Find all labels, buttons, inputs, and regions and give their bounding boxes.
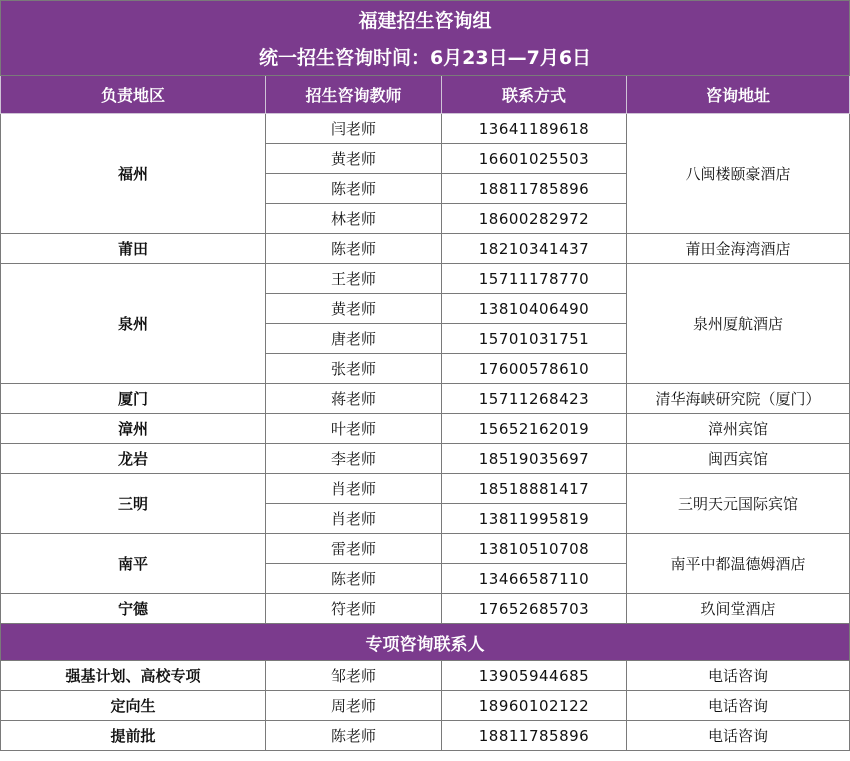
phone-cell: 13641189618 <box>442 114 627 144</box>
phone-cell: 18518881417 <box>442 474 627 504</box>
teacher-cell: 肖老师 <box>266 474 442 504</box>
region-cell: 南平 <box>1 534 266 594</box>
phone-cell: 18811785896 <box>442 721 627 751</box>
teacher-cell: 林老师 <box>266 204 442 234</box>
table-row <box>1 534 850 564</box>
phone-cell: 18960102122 <box>442 691 627 721</box>
header-region: 负责地区 <box>1 76 266 114</box>
phone-cell: 16601025503 <box>442 144 627 174</box>
teacher-cell: 陈老师 <box>266 234 442 264</box>
teacher-cell: 蒋老师 <box>266 384 442 414</box>
special-row <box>1 721 850 751</box>
table-row <box>1 264 850 294</box>
address-cell: 莆田金海湾酒店 <box>627 234 850 264</box>
table-row <box>1 444 850 474</box>
phone-cell: 15701031751 <box>442 324 627 354</box>
special-row <box>1 691 850 721</box>
phone-cell: 15711268423 <box>442 384 627 414</box>
region-cell: 漳州 <box>1 414 266 444</box>
header-contact: 联系方式 <box>442 76 627 114</box>
phone-cell: 18811785896 <box>442 174 627 204</box>
table-row <box>1 414 850 444</box>
region-cell: 莆田 <box>1 234 266 264</box>
phone-cell: 17600578610 <box>442 354 627 384</box>
teacher-cell: 雷老师 <box>266 534 442 564</box>
address-cell: 三明天元国际宾馆 <box>627 474 850 534</box>
table-subtitle: 统一招生咨询时间：6月23日—7月6日 <box>1 37 850 76</box>
teacher-cell: 肖老师 <box>266 504 442 534</box>
table-row <box>1 114 850 144</box>
special-category-cell: 强基计划、高校专项 <box>1 661 266 691</box>
teacher-cell: 唐老师 <box>266 324 442 354</box>
phone-cell: 17652685703 <box>442 594 627 624</box>
title-row <box>1 1 850 38</box>
address-cell: 南平中都温德姆酒店 <box>627 534 850 594</box>
subtitle-row <box>1 37 850 76</box>
phone-cell: 13466587110 <box>442 564 627 594</box>
phone-cell: 15652162019 <box>442 414 627 444</box>
region-cell: 福州 <box>1 114 266 234</box>
special-section-title: 专项咨询联系人 <box>1 624 850 661</box>
special-category-cell: 提前批 <box>1 721 266 751</box>
table-title: 福建招生咨询组 <box>1 1 850 38</box>
phone-cell: 13810510708 <box>442 534 627 564</box>
teacher-cell: 黄老师 <box>266 294 442 324</box>
address-cell: 闽西宾馆 <box>627 444 850 474</box>
address-cell: 电话咨询 <box>627 691 850 721</box>
table-row <box>1 234 850 264</box>
address-cell: 清华海峡研究院（厦门） <box>627 384 850 414</box>
teacher-cell: 陈老师 <box>266 174 442 204</box>
region-cell: 厦门 <box>1 384 266 414</box>
teacher-cell: 李老师 <box>266 444 442 474</box>
teacher-cell: 周老师 <box>266 691 442 721</box>
table-row <box>1 474 850 504</box>
teacher-cell: 黄老师 <box>266 144 442 174</box>
phone-cell: 15711178770 <box>442 264 627 294</box>
address-cell: 玖间堂酒店 <box>627 594 850 624</box>
phone-cell: 18519035697 <box>442 444 627 474</box>
phone-cell: 13810406490 <box>442 294 627 324</box>
header-teacher: 招生咨询教师 <box>266 76 442 114</box>
header-row <box>1 76 850 114</box>
phone-cell: 13905944685 <box>442 661 627 691</box>
teacher-cell: 符老师 <box>266 594 442 624</box>
special-row <box>1 661 850 691</box>
header-address: 咨询地址 <box>627 76 850 114</box>
special-category-cell: 定向生 <box>1 691 266 721</box>
teacher-cell: 陈老师 <box>266 721 442 751</box>
region-cell: 泉州 <box>1 264 266 384</box>
teacher-cell: 陈老师 <box>266 564 442 594</box>
table-row <box>1 384 850 414</box>
teacher-cell: 闫老师 <box>266 114 442 144</box>
phone-cell: 18210341437 <box>442 234 627 264</box>
phone-cell: 18600282972 <box>442 204 627 234</box>
region-cell: 三明 <box>1 474 266 534</box>
region-cell: 宁德 <box>1 594 266 624</box>
address-cell: 八闽楼颐豪酒店 <box>627 114 850 234</box>
table-body <box>1 1 850 751</box>
table-row <box>1 594 850 624</box>
address-cell: 电话咨询 <box>627 721 850 751</box>
region-cell: 龙岩 <box>1 444 266 474</box>
address-cell: 电话咨询 <box>627 661 850 691</box>
teacher-cell: 叶老师 <box>266 414 442 444</box>
special-section-row <box>1 624 850 661</box>
teacher-cell: 张老师 <box>266 354 442 384</box>
teacher-cell: 王老师 <box>266 264 442 294</box>
address-cell: 泉州厦航酒店 <box>627 264 850 384</box>
phone-cell: 13811995819 <box>442 504 627 534</box>
teacher-cell: 邹老师 <box>266 661 442 691</box>
address-cell: 漳州宾馆 <box>627 414 850 444</box>
